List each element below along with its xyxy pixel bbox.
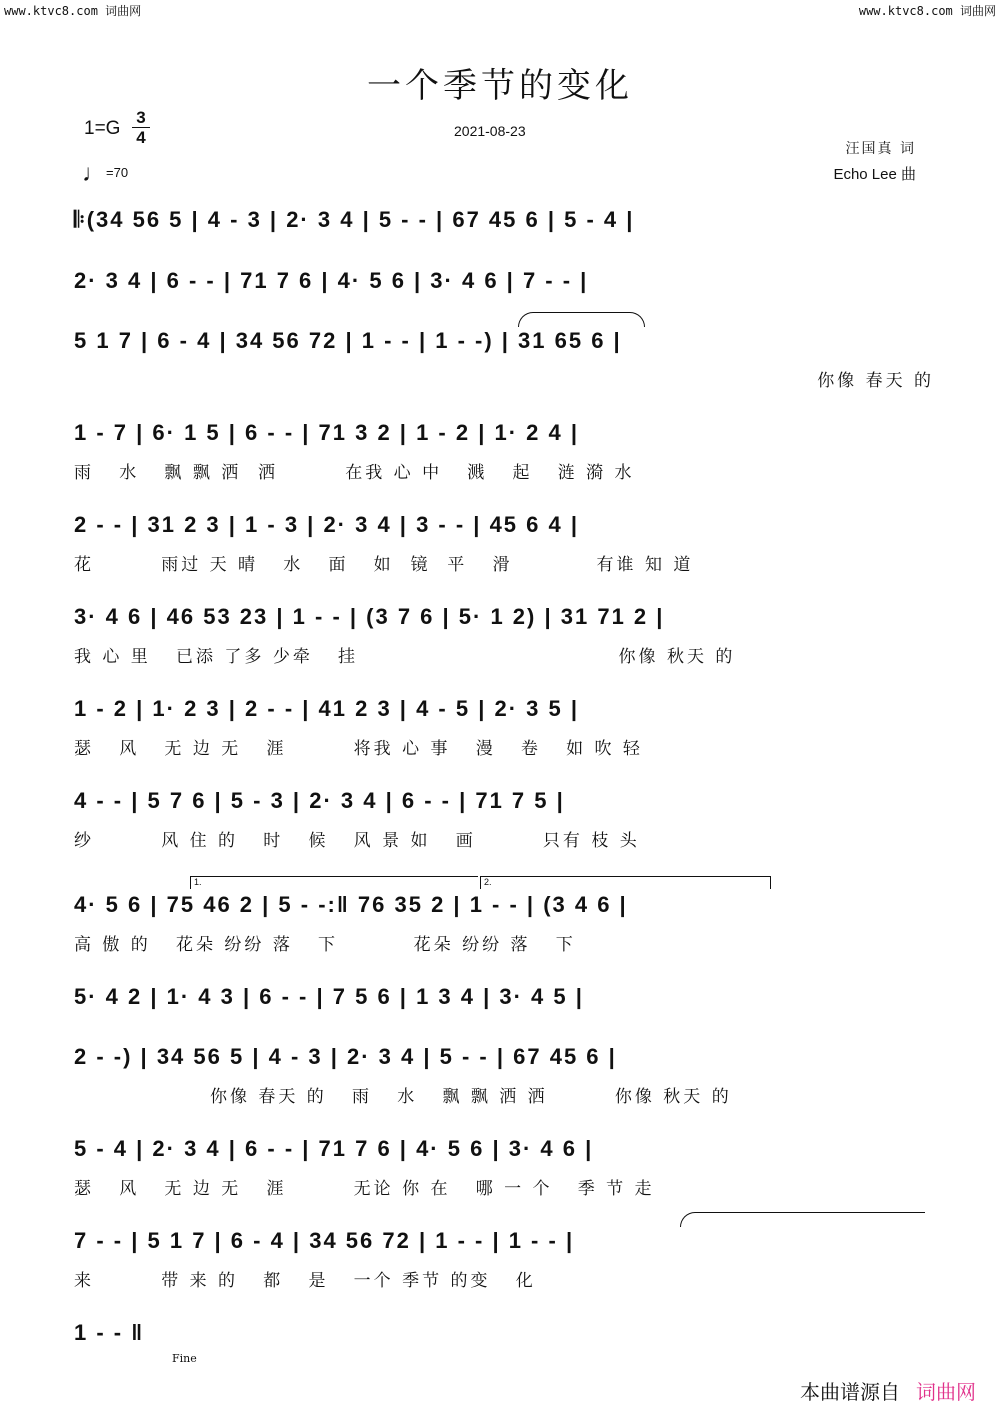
song-title: 一个季节的变化 [367, 66, 633, 106]
score-row-6: 3· 4 6 | 46 53 23 | 1 - - | (3 7 6 | 5· 1 2) | 31 71 2 | [74, 604, 665, 629]
source-credit [800, 1376, 976, 1405]
lyric-row-3: 你像 春天 的 [817, 371, 934, 391]
source-prefix: 本曲谱源自 [800, 1382, 900, 1404]
score-row-7: 1 - 2 | 1· 2 3 | 2 - - | 41 2 3 | 4 - 5 | 2· 3 5 | [74, 696, 580, 721]
score-row-12: 5 - 4 | 2· 3 4 | 6 - - | 71 7 6 | 4· 5 6 | 3· 4 6 | [74, 1136, 594, 1161]
watermark-right: www.ktvc8.com 词曲网 [858, 4, 996, 18]
lyricist-credit: 汪国真 词 [845, 141, 916, 157]
volta-second-ending: 2. [480, 876, 771, 889]
score-row-3: 5 1 7 | 6 - 4 | 34 56 72 | 1 - - | 1 - -) | 31 65 6 | [74, 328, 622, 353]
score-row-9: 4· 5 6 | 75 46 2 | 5 - -:‖ 76 35 2 | 1 - - | (3 4 6 | [74, 892, 628, 917]
lyric-row-8: 纱 风 住 的 时 候 风 景 如 画 只有 枝 头 [74, 831, 640, 851]
score-row-2: 2· 3 4 | 6 - - | 71 7 6 | 4· 5 6 | 3· 4 6 | 7 - - | [74, 268, 589, 293]
score-row-1: 𝄆(34 56 5 | 4 - 3 | 2· 3 4 | 5 - - | 67 45 6 | 5 - 4 | [74, 207, 635, 232]
quarter-note-icon: ♩ [82, 160, 106, 187]
volta-first-ending: 1. [190, 876, 478, 889]
tie-mark-2 [680, 1212, 925, 1227]
lyric-row-5: 花 雨过 天 晴 水 面 如 镜 平 滑 有谁 知 道 [74, 555, 694, 575]
source-brand: 词曲网 [916, 1382, 976, 1404]
lyric-row-11: 你像 春天 的 雨 水 飘 飘 洒 洒 你像 秋天 的 [210, 1087, 732, 1107]
lyric-row-6: 我 心 里 已添 了多 少牵 挂 你像 秋天 的 [74, 647, 736, 667]
tie-mark [518, 312, 645, 327]
score-row-14: 1 - - ‖ [74, 1320, 145, 1345]
score-row-10: 5· 4 2 | 1· 4 3 | 6 - - | 7 5 6 | 1 3 4 | 3· 4 5 | [74, 984, 584, 1009]
lyric-row-4: 雨 水 飘 飘 洒 洒 在我 心 中 溅 起 涟 漪 水 [74, 463, 635, 483]
score-row-5: 2 - - | 31 2 3 | 1 - 3 | 2· 3 4 | 3 - - | 45 6 4 | [74, 512, 580, 537]
score-row-8: 4 - - | 5 7 6 | 5 - 3 | 2· 3 4 | 6 - - | 71 7 5 | [74, 788, 565, 813]
time-signature-top: 3 [136, 108, 146, 127]
key-signature: 1=G [84, 118, 121, 139]
score-row-11: 2 - -) | 34 56 5 | 4 - 3 | 2· 3 4 | 5 - - | 67 45 6 | [74, 1044, 617, 1069]
lyric-row-12: 瑟 风 无 边 无 涯 无论 你 在 哪 一 个 季 节 走 [74, 1179, 655, 1199]
score-row-4: 1 - 7 | 6· 1 5 | 6 - - | 71 3 2 | 1 - 2 | 1· 2 4 | [74, 420, 580, 445]
lyric-row-9: 高 傲 的 花朵 纷纷 落 下 花朵 纷纷 落 下 [74, 935, 576, 955]
score-row-13: 7 - - | 5 1 7 | 6 - 4 | 34 56 72 | 1 - - | 1 - - | [74, 1228, 575, 1253]
watermark-left: www.ktvc8.com 词曲网 [4, 4, 142, 18]
lyric-row-7: 瑟 风 无 边 无 涯 将我 心 事 漫 卷 如 吹 轻 [74, 739, 643, 759]
time-signature [132, 108, 150, 147]
fine-marking: Fine [172, 1352, 197, 1365]
lyric-row-13: 来 带 来 的 都 是 一个 季节 的变 化 [74, 1271, 536, 1291]
time-signature-bottom: 4 [132, 127, 150, 147]
composer-credit: Echo Lee 曲 [833, 166, 916, 183]
tempo-marking [82, 160, 128, 188]
tempo-value: =70 [106, 165, 129, 180]
date: 2021-08-23 [454, 123, 526, 139]
